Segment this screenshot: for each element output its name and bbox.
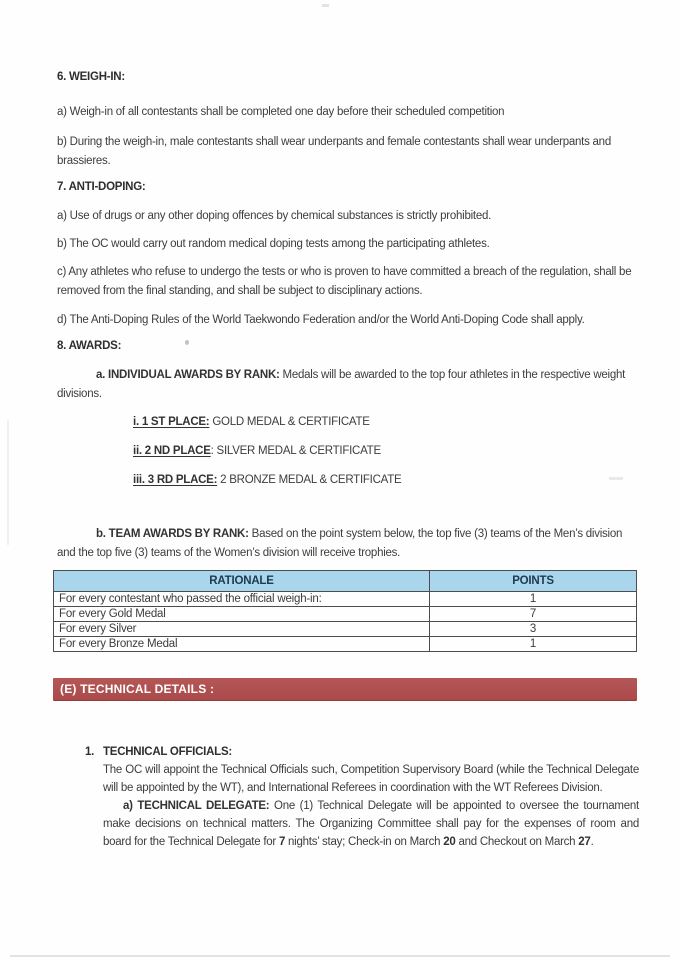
award-place-second	[133, 442, 639, 461]
scan-crease-left-edge	[7, 420, 9, 545]
technical-officials-heading	[85, 743, 639, 761]
scan-artifact-dot	[185, 340, 189, 345]
column-header-points: POINTS	[430, 571, 637, 592]
document-content	[57, 0, 639, 851]
points-table-header-row	[54, 571, 637, 592]
team-awards-text: Based on the point system below, the top five (3) teams of the Men’s division and the top five (3) teams of the Women’s division will receive trophies.	[57, 528, 623, 559]
technical-officials-body: The OC will appoint the Technical Officials such, Competition Supervisory Board (while the Technical Delegate will be appointed by the WT), and International Referees in coordination with the WT Referees Division.	[103, 764, 639, 794]
third-place-label: iii. 3 RD PLACE:	[133, 474, 218, 486]
anti-doping-item-d: d) The Anti-Doping Rules of the World Taekwondo Federation and/or the World Anti-Doping Code shall apply.	[57, 314, 585, 326]
rationale-cell: For every contestant who passed the official weigh-in:	[54, 592, 430, 607]
points-cell: 1	[430, 637, 637, 652]
delegate-text-3: and Checkout on March	[455, 836, 579, 848]
anti-doping-item-a: a) Use of drugs or any other doping offences by chemical substances is strictly prohibited.	[57, 210, 492, 222]
technical-officials-heading-label: TECHNICAL OFFICIALS:	[103, 746, 232, 758]
weigh-in-item-b: b) During the weigh-in, male contestants shall wear underpants and female contestants shall wear underpants and brassieres.	[57, 136, 611, 167]
award-place-first	[133, 413, 639, 432]
points-cell: 7	[430, 607, 637, 622]
table-row	[54, 622, 637, 637]
scan-artifact-smudge	[609, 477, 623, 480]
delegate-text-2: nights’ stay; Check-in on March	[285, 836, 444, 848]
points-cell: 3	[430, 622, 637, 637]
checkin-date-value: 20	[443, 836, 456, 848]
table-row	[54, 607, 637, 622]
award-place-third	[133, 471, 639, 490]
section-heading-awards: 8. AWARDS:	[57, 340, 122, 352]
delegate-text-1: One (1) Technical Delegate will be appointed to oversee the tournament make decisions on technical matters. The Organizing Committee shall pay for the expenses of room and board for the Technical Delegate for	[103, 800, 639, 848]
individual-awards-label: a. INDIVIDUAL AWARDS BY RANK:	[96, 369, 280, 381]
team-awards-paragraph	[57, 525, 639, 563]
column-header-rationale: RATIONALE	[54, 571, 430, 592]
points-cell: 1	[430, 592, 637, 607]
section-heading-weigh-in: 6. WEIGH-IN:	[57, 71, 125, 83]
second-place-text: : SILVER MEDAL & CERTIFICATE	[210, 445, 381, 457]
table-row	[54, 592, 637, 607]
third-place-text: 2 BRONZE MEDAL & CERTIFICATE	[217, 474, 402, 486]
scan-artifact-top-mark	[322, 4, 329, 7]
rationale-cell: For every Bronze Medal	[54, 637, 430, 652]
nights-value: 7	[278, 836, 286, 848]
table-row	[54, 637, 637, 652]
second-place-label: ii. 2 ND PLACE	[133, 445, 211, 457]
technical-delegate-label: a) TECHNICAL DELEGATE:	[123, 800, 270, 812]
team-awards-label: b. TEAM AWARDS BY RANK:	[96, 528, 249, 540]
list-number: 1.	[85, 746, 95, 758]
technical-delegate-paragraph	[103, 797, 639, 851]
rationale-cell: For every Gold Medal	[54, 607, 430, 622]
first-place-label: i. 1 ST PLACE:	[133, 416, 210, 428]
individual-awards-text: Medals will be awarded to the top four athletes in the respective weight divisions.	[57, 369, 626, 400]
delegate-text-4: .	[590, 836, 594, 848]
section-heading-anti-doping: 7. ANTI-DOPING:	[57, 181, 146, 193]
technical-details-banner: (E) TECHNICAL DETAILS :	[53, 678, 637, 701]
page-bottom-edge-shadow	[10, 955, 670, 957]
individual-awards-paragraph	[57, 366, 639, 404]
checkout-date-value: 27	[578, 836, 591, 848]
technical-officials-section	[57, 743, 639, 851]
first-place-text: GOLD MEDAL & CERTIFICATE	[209, 416, 370, 428]
anti-doping-item-c: c) Any athletes who refuse to undergo the tests or who is proven to have committed a breach of the regulation, shall be removed from the final standing, and shall be subject to disciplinary actions.	[57, 266, 632, 297]
rationale-cell: For every Silver	[54, 622, 430, 637]
anti-doping-item-b: b) The OC would carry out random medical doping tests among the participating athletes.	[57, 238, 490, 250]
points-table	[53, 570, 637, 652]
weigh-in-item-a: a) Weigh-in of all contestants shall be completed one day before their scheduled competition	[57, 106, 505, 118]
